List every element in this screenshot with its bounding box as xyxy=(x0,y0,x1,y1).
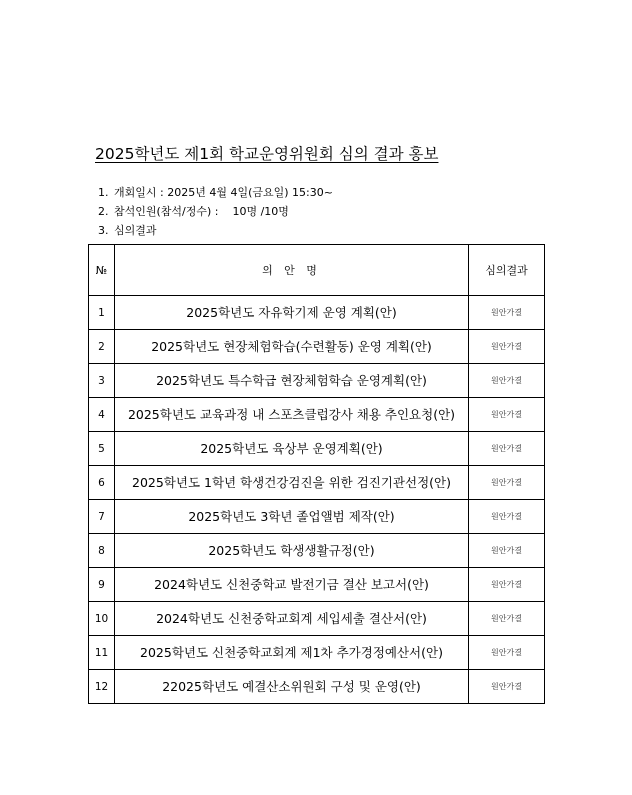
table-row xyxy=(89,398,545,432)
row-number: 8 xyxy=(89,534,115,568)
row-result: 원안가결 xyxy=(469,296,545,330)
header-result: 심의결과 xyxy=(469,245,545,296)
info-number: 3. xyxy=(98,224,109,237)
info-number: 2. xyxy=(98,205,109,218)
row-agenda-title: 2025학년도 자유학기제 운영 계획(안) xyxy=(115,296,469,330)
row-result: 원안가결 xyxy=(469,398,545,432)
row-agenda-title: 2025학년도 특수학급 현장체험학습 운영계획(안) xyxy=(115,364,469,398)
row-number: 11 xyxy=(89,636,115,670)
document-title: 2025학년도 제1회 학교운영위원회 심의 결과 홍보 xyxy=(95,145,439,163)
row-agenda-title: 2025학년도 1학년 학생건강검진을 위한 검진기관선정(안) xyxy=(115,466,469,500)
row-result: 원안가결 xyxy=(469,432,545,466)
row-result: 원안가결 xyxy=(469,330,545,364)
row-agenda-title: 2025학년도 육상부 운영계획(안) xyxy=(115,432,469,466)
info-results-heading xyxy=(98,222,157,238)
info-meeting-datetime xyxy=(98,184,333,200)
decisions-table xyxy=(88,244,545,704)
row-result: 원안가결 xyxy=(469,568,545,602)
table-row xyxy=(89,432,545,466)
row-number: 10 xyxy=(89,602,115,636)
row-agenda-title: 22025학년도 예결산소위원회 구성 및 운영(안) xyxy=(115,670,469,704)
table-row xyxy=(89,364,545,398)
table-row xyxy=(89,466,545,500)
header-number: № xyxy=(89,245,115,296)
row-agenda-title: 2025학년도 신천중학교회계 제1차 추가경정예산서(안) xyxy=(115,636,469,670)
row-result: 원안가결 xyxy=(469,534,545,568)
row-number: 6 xyxy=(89,466,115,500)
table-row xyxy=(89,670,545,704)
table-header-row xyxy=(89,245,545,296)
row-number: 7 xyxy=(89,500,115,534)
row-result: 원안가결 xyxy=(469,636,545,670)
row-number: 1 xyxy=(89,296,115,330)
row-agenda-title: 2024학년도 신천중학교 발전기금 결산 보고서(안) xyxy=(115,568,469,602)
table-row xyxy=(89,330,545,364)
row-number: 9 xyxy=(89,568,115,602)
info-number: 1. xyxy=(98,186,109,199)
row-agenda-title: 2025학년도 교육과정 내 스포츠클럽강사 채용 추인요청(안) xyxy=(115,398,469,432)
row-result: 원안가결 xyxy=(469,500,545,534)
row-result: 원안가결 xyxy=(469,602,545,636)
table-row xyxy=(89,636,545,670)
info-attendance xyxy=(98,203,289,219)
row-agenda-title: 2025학년도 3학년 졸업앨범 제작(안) xyxy=(115,500,469,534)
table-row xyxy=(89,500,545,534)
header-agenda-title: 의 안 명 xyxy=(115,245,469,296)
row-number: 4 xyxy=(89,398,115,432)
row-result: 원안가결 xyxy=(469,466,545,500)
row-agenda-title: 2025학년도 학생생활규정(안) xyxy=(115,534,469,568)
row-result: 원안가결 xyxy=(469,670,545,704)
info-text: 개회일시 : 2025년 4월 4일(금요일) 15:30~ xyxy=(114,186,333,199)
table-row xyxy=(89,602,545,636)
table-row xyxy=(89,568,545,602)
row-number: 12 xyxy=(89,670,115,704)
row-number: 2 xyxy=(89,330,115,364)
row-number: 5 xyxy=(89,432,115,466)
info-text: 참석인원(참석/정수) : 10명 /10명 xyxy=(114,205,289,218)
row-agenda-title: 2025학년도 현장체험학습(수련활동) 운영 계획(안) xyxy=(115,330,469,364)
row-agenda-title: 2024학년도 신천중학교회계 세입세출 결산서(안) xyxy=(115,602,469,636)
table-row xyxy=(89,534,545,568)
table-row xyxy=(89,296,545,330)
info-text: 심의결과 xyxy=(114,224,157,237)
row-result: 원안가결 xyxy=(469,364,545,398)
row-number: 3 xyxy=(89,364,115,398)
